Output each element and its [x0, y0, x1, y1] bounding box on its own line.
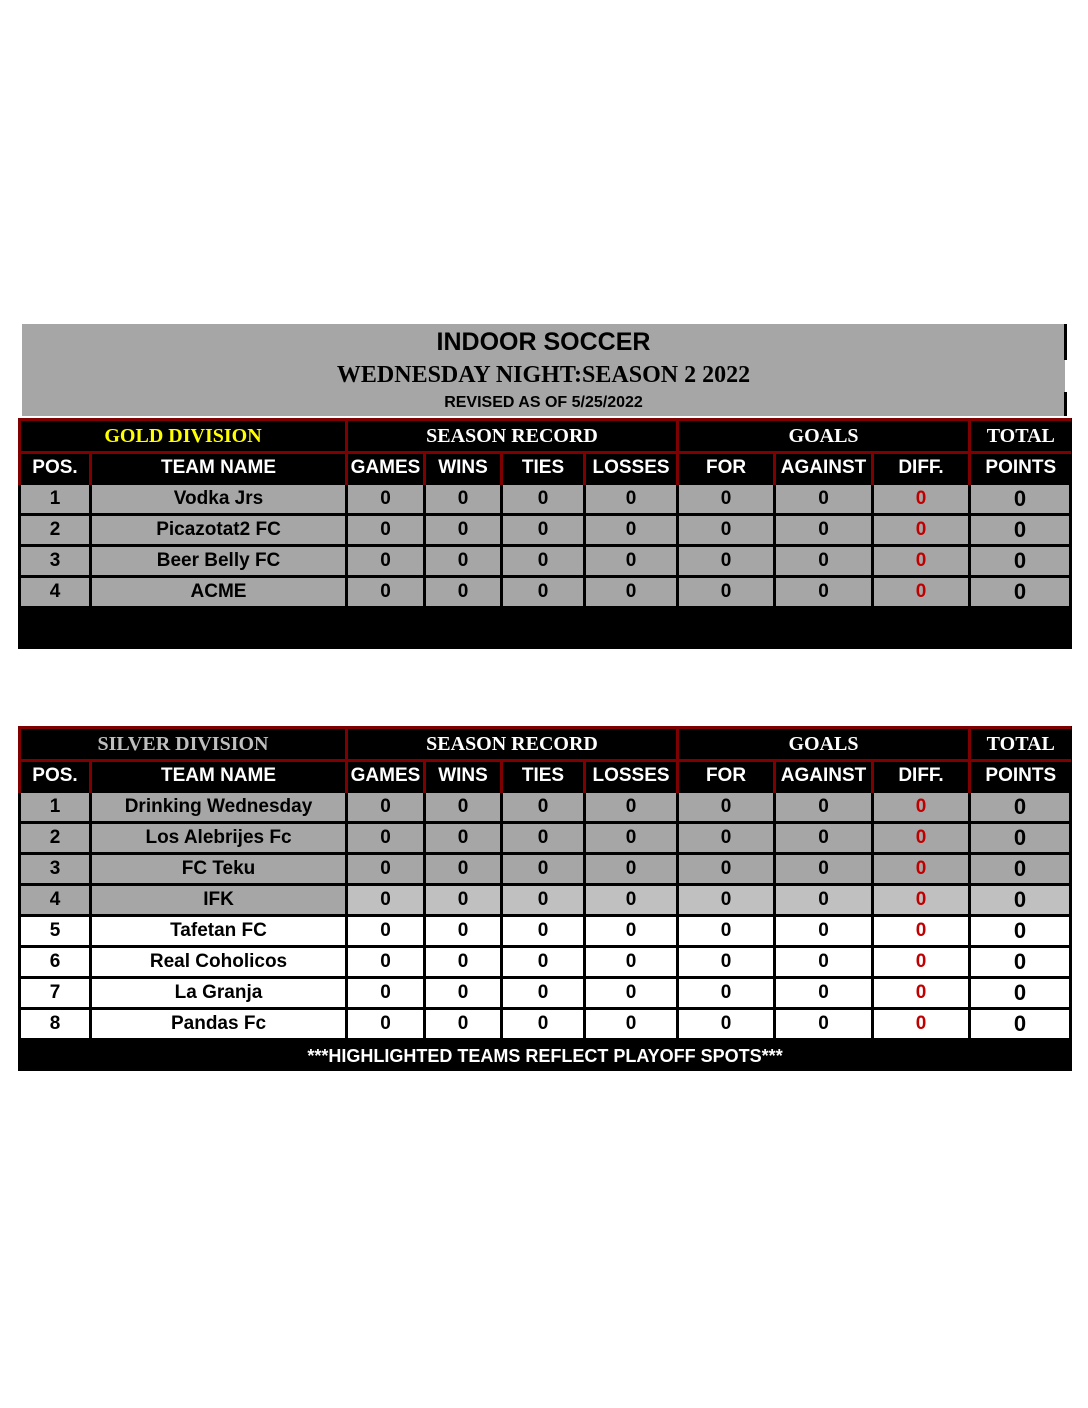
silver-division-table [18, 726, 1072, 1071]
ties-cell: 0 [502, 484, 585, 515]
games-cell: 0 [347, 978, 425, 1009]
col-ties: TIES [502, 453, 585, 484]
footer-bar [20, 608, 1071, 650]
col-points: POINTS [970, 761, 1071, 792]
table-row [20, 792, 1071, 823]
goals-against-cell: 0 [775, 1009, 873, 1040]
table-row [20, 546, 1071, 577]
goals-against-cell: 0 [775, 947, 873, 978]
col-wins: WINS [425, 761, 502, 792]
col-for: FOR [678, 761, 775, 792]
wins-cell: 0 [425, 947, 502, 978]
team-name-cell: IFK [91, 885, 347, 916]
games-cell: 0 [347, 885, 425, 916]
goals-for-cell: 0 [678, 484, 775, 515]
col-pos: POS. [20, 761, 91, 792]
goals-for-cell: 0 [678, 546, 775, 577]
ties-cell: 0 [502, 577, 585, 608]
col-for: FOR [678, 453, 775, 484]
losses-cell: 0 [585, 885, 678, 916]
losses-cell: 0 [585, 1009, 678, 1040]
losses-cell: 0 [585, 947, 678, 978]
losses-cell: 0 [585, 484, 678, 515]
table-row [20, 484, 1071, 515]
goals-against-cell: 0 [775, 916, 873, 947]
wins-cell: 0 [425, 577, 502, 608]
pos-cell: 6 [20, 947, 91, 978]
goals-for-cell: 0 [678, 792, 775, 823]
playoff-note: ***HIGHLIGHTED TEAMS REFLECT PLAYOFF SPOTS*** [20, 1040, 1071, 1072]
ties-cell: 0 [502, 947, 585, 978]
gold-footer-row [20, 608, 1071, 650]
goals-for-cell: 0 [678, 823, 775, 854]
goals-for-cell: 0 [678, 885, 775, 916]
losses-cell: 0 [585, 792, 678, 823]
ties-cell: 0 [502, 1009, 585, 1040]
games-cell: 0 [347, 515, 425, 546]
banner-edge [1064, 324, 1067, 360]
ties-cell: 0 [502, 546, 585, 577]
total-header: TOTAL [970, 420, 1071, 453]
team-name-cell: Los Alebrijes Fc [91, 823, 347, 854]
col-pos: POS. [20, 453, 91, 484]
losses-cell: 0 [585, 916, 678, 947]
page-title: INDOOR SOCCER [436, 328, 651, 356]
goals-against-cell: 0 [775, 577, 873, 608]
goal-diff-cell: 0 [873, 515, 970, 546]
team-name-cell: La Granja [91, 978, 347, 1009]
goals-against-cell: 0 [775, 854, 873, 885]
points-cell: 0 [970, 947, 1071, 978]
games-cell: 0 [347, 823, 425, 854]
goals-against-cell: 0 [775, 546, 873, 577]
wins-cell: 0 [425, 792, 502, 823]
losses-cell: 0 [585, 515, 678, 546]
column-header-row [20, 761, 1071, 792]
gold-division-table [18, 418, 1072, 649]
goal-diff-cell: 0 [873, 546, 970, 577]
col-team-name: TEAM NAME [91, 761, 347, 792]
wins-cell: 0 [425, 854, 502, 885]
season-record-header: SEASON RECORD [347, 728, 678, 761]
team-name-cell: ACME [91, 577, 347, 608]
pos-cell: 2 [20, 515, 91, 546]
wins-cell: 0 [425, 885, 502, 916]
season-subtitle: WEDNESDAY NIGHT:SEASON 2 2022 [336, 362, 751, 388]
points-cell: 0 [970, 1009, 1071, 1040]
goal-diff-cell: 0 [873, 854, 970, 885]
table-row [20, 947, 1071, 978]
wins-cell: 0 [425, 823, 502, 854]
goals-for-cell: 0 [678, 1009, 775, 1040]
pos-cell: 7 [20, 978, 91, 1009]
col-diff: DIFF. [873, 761, 970, 792]
pos-cell: 4 [20, 577, 91, 608]
ties-cell: 0 [502, 823, 585, 854]
points-cell: 0 [970, 546, 1071, 577]
games-cell: 0 [347, 947, 425, 978]
silver-footer-row [20, 1040, 1071, 1072]
goal-diff-cell: 0 [873, 1009, 970, 1040]
games-cell: 0 [347, 916, 425, 947]
group-header-row [20, 420, 1071, 453]
pos-cell: 4 [20, 885, 91, 916]
games-cell: 0 [347, 577, 425, 608]
pos-cell: 5 [20, 916, 91, 947]
team-name-cell: Vodka Jrs [91, 484, 347, 515]
goals-against-cell: 0 [775, 792, 873, 823]
ties-cell: 0 [502, 916, 585, 947]
banner-edge [1064, 392, 1067, 416]
wins-cell: 0 [425, 484, 502, 515]
points-cell: 0 [970, 854, 1071, 885]
col-against: AGAINST [775, 453, 873, 484]
total-header: TOTAL [970, 728, 1071, 761]
table-row [20, 1009, 1071, 1040]
wins-cell: 0 [425, 1009, 502, 1040]
pos-cell: 2 [20, 823, 91, 854]
team-name-cell: Tafetan FC [91, 916, 347, 947]
goals-against-cell: 0 [775, 484, 873, 515]
goal-diff-cell: 0 [873, 823, 970, 854]
goals-against-cell: 0 [775, 978, 873, 1009]
goal-diff-cell: 0 [873, 885, 970, 916]
col-losses: LOSSES [585, 761, 678, 792]
col-games: GAMES [347, 761, 425, 792]
col-games: GAMES [347, 453, 425, 484]
ties-cell: 0 [502, 515, 585, 546]
pos-cell: 3 [20, 854, 91, 885]
column-header-row [20, 453, 1071, 484]
revised-date: REVISED AS OF 5/25/2022 [444, 394, 643, 411]
goals-for-cell: 0 [678, 854, 775, 885]
team-name-cell: Picazotat2 FC [91, 515, 347, 546]
goal-diff-cell: 0 [873, 792, 970, 823]
points-cell: 0 [970, 885, 1071, 916]
silver-division-label: SILVER DIVISION [20, 728, 347, 761]
table-row [20, 885, 1071, 916]
games-cell: 0 [347, 1009, 425, 1040]
ties-cell: 0 [502, 854, 585, 885]
goals-for-cell: 0 [678, 916, 775, 947]
team-name-cell: Pandas Fc [91, 1009, 347, 1040]
goals-against-cell: 0 [775, 885, 873, 916]
pos-cell: 8 [20, 1009, 91, 1040]
goal-diff-cell: 0 [873, 916, 970, 947]
wins-cell: 0 [425, 978, 502, 1009]
goals-for-cell: 0 [678, 577, 775, 608]
ties-cell: 0 [502, 792, 585, 823]
games-cell: 0 [347, 546, 425, 577]
col-losses: LOSSES [585, 453, 678, 484]
table-row [20, 515, 1071, 546]
goals-against-cell: 0 [775, 823, 873, 854]
losses-cell: 0 [585, 546, 678, 577]
table-row [20, 854, 1071, 885]
table-row [20, 916, 1071, 947]
ties-cell: 0 [502, 978, 585, 1009]
goals-for-cell: 0 [678, 515, 775, 546]
col-team-name: TEAM NAME [91, 453, 347, 484]
points-cell: 0 [970, 515, 1071, 546]
goals-header: GOALS [678, 728, 970, 761]
team-name-cell: Real Coholicos [91, 947, 347, 978]
goal-diff-cell: 0 [873, 484, 970, 515]
points-cell: 0 [970, 978, 1071, 1009]
points-cell: 0 [970, 792, 1071, 823]
goals-against-cell: 0 [775, 515, 873, 546]
points-cell: 0 [970, 484, 1071, 515]
goal-diff-cell: 0 [873, 978, 970, 1009]
pos-cell: 1 [20, 484, 91, 515]
losses-cell: 0 [585, 978, 678, 1009]
table-row [20, 577, 1071, 608]
col-wins: WINS [425, 453, 502, 484]
losses-cell: 0 [585, 577, 678, 608]
wins-cell: 0 [425, 916, 502, 947]
table-row [20, 978, 1071, 1009]
points-cell: 0 [970, 823, 1071, 854]
season-record-header: SEASON RECORD [347, 420, 678, 453]
goals-for-cell: 0 [678, 978, 775, 1009]
goals-header: GOALS [678, 420, 970, 453]
losses-cell: 0 [585, 854, 678, 885]
games-cell: 0 [347, 484, 425, 515]
table-row [20, 823, 1071, 854]
group-header-row [20, 728, 1071, 761]
col-diff: DIFF. [873, 453, 970, 484]
team-name-cell: Beer Belly FC [91, 546, 347, 577]
pos-cell: 1 [20, 792, 91, 823]
losses-cell: 0 [585, 823, 678, 854]
team-name-cell: Drinking Wednesday [91, 792, 347, 823]
games-cell: 0 [347, 792, 425, 823]
col-against: AGAINST [775, 761, 873, 792]
team-name-cell: FC Teku [91, 854, 347, 885]
col-ties: TIES [502, 761, 585, 792]
pos-cell: 3 [20, 546, 91, 577]
goals-for-cell: 0 [678, 947, 775, 978]
goal-diff-cell: 0 [873, 947, 970, 978]
ties-cell: 0 [502, 885, 585, 916]
games-cell: 0 [347, 854, 425, 885]
points-cell: 0 [970, 916, 1071, 947]
wins-cell: 0 [425, 546, 502, 577]
points-cell: 0 [970, 577, 1071, 608]
wins-cell: 0 [425, 515, 502, 546]
goal-diff-cell: 0 [873, 577, 970, 608]
gold-division-label: GOLD DIVISION [20, 420, 347, 453]
col-points: POINTS [970, 453, 1071, 484]
title-banner [22, 324, 1065, 416]
